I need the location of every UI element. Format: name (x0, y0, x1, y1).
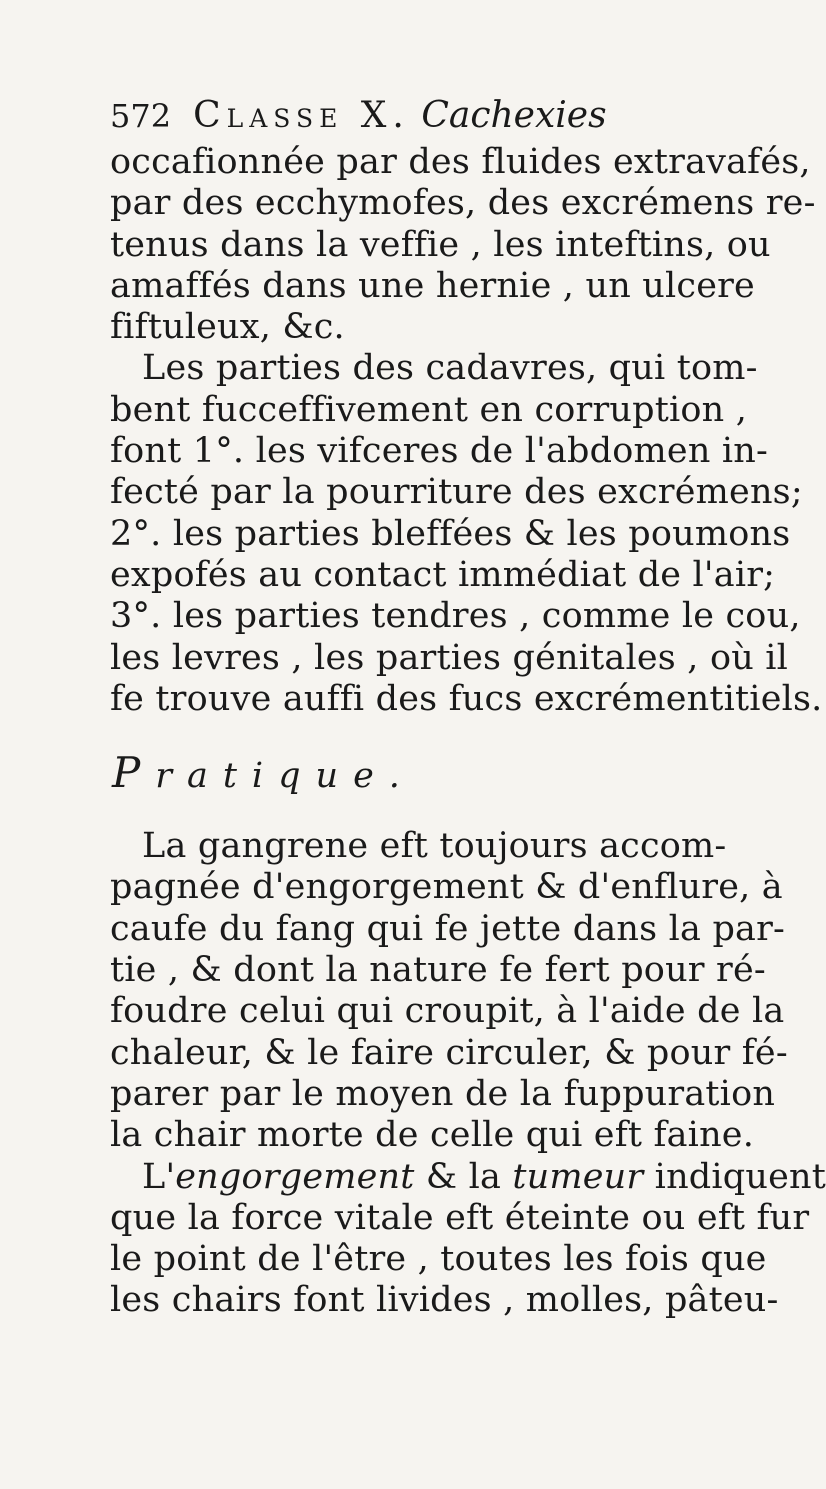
paragraph-1 (110, 142, 816, 348)
term-engorgement: engorgement (175, 1156, 415, 1197)
text-line: tenus dans la veffie , les inteftins, ou (110, 224, 771, 265)
heading-rest: ratique. (155, 756, 415, 797)
class-label: Classe X. (193, 95, 410, 136)
text-line: le point de l'être , toutes les fois que (110, 1239, 767, 1280)
text-line: parer par le moyen de la fuppuration (110, 1073, 776, 1114)
section-title: Cachexies (421, 95, 607, 136)
text-line: chaleur, & le faire circuler, & pour fé- (110, 1032, 788, 1073)
term-tumeur: tumeur (512, 1156, 644, 1197)
text-line: les levres , les parties génitales , où il (110, 637, 789, 678)
text-line: occafionnée par des fluides extravafés, (110, 142, 811, 182)
text-line: foudre celui qui croupit, à l'aide de la (110, 991, 785, 1032)
text-line: bent fucceffivement en corruption , (110, 389, 748, 430)
text-line: que la force vitale eft éteinte ou eft fur (110, 1197, 810, 1238)
text-line: la chair morte de celle qui eft faine. (110, 1115, 755, 1156)
page-number: 572 (110, 97, 172, 135)
text-line: tie , & dont la nature fe fert pour ré- (110, 950, 766, 991)
paragraph-2 (110, 348, 823, 720)
running-head (110, 94, 710, 138)
section-heading (110, 720, 800, 826)
text-line (110, 1156, 826, 1198)
paragraph-3 (110, 826, 800, 1156)
paragraph-4 (110, 1156, 826, 1322)
text-line: fecté par la pourriture des excrémens; (110, 472, 803, 513)
text-line: pagnée d'engorgement & d'enflure, à (110, 867, 783, 908)
body-text (110, 142, 826, 1322)
text-line: caufe du fang qui fe jette dans la par- (110, 908, 786, 949)
text-line: par des ecchymofes, des excrémens re- (110, 183, 816, 224)
text-line: fiftuleux, &c. (110, 307, 345, 348)
text-line: 3°. les parties tendres , comme le cou, (110, 596, 801, 637)
text-run: indiquent (643, 1156, 826, 1197)
text-line: les chairs font livides , molles, pâteu- (110, 1280, 779, 1321)
text-line: La gangrene eft toujours accom- (142, 826, 727, 867)
text-run: L' (142, 1156, 176, 1197)
text-run: & la (414, 1156, 513, 1197)
text-line: Les parties des cadavres, qui tom- (142, 348, 758, 389)
text-line: font 1°. les vifceres de l'abdomen in- (110, 431, 769, 472)
text-line: fe trouve auffi des fucs excrémentitiels. (110, 678, 823, 719)
text-line: amaffés dans une hernie , un ulcere (110, 265, 755, 306)
text-line: 2°. les parties bleffées & les poumons (110, 513, 791, 554)
heading-initial: P (112, 748, 156, 798)
text-line: expofés au contact immédiat de l'air; (110, 554, 776, 595)
